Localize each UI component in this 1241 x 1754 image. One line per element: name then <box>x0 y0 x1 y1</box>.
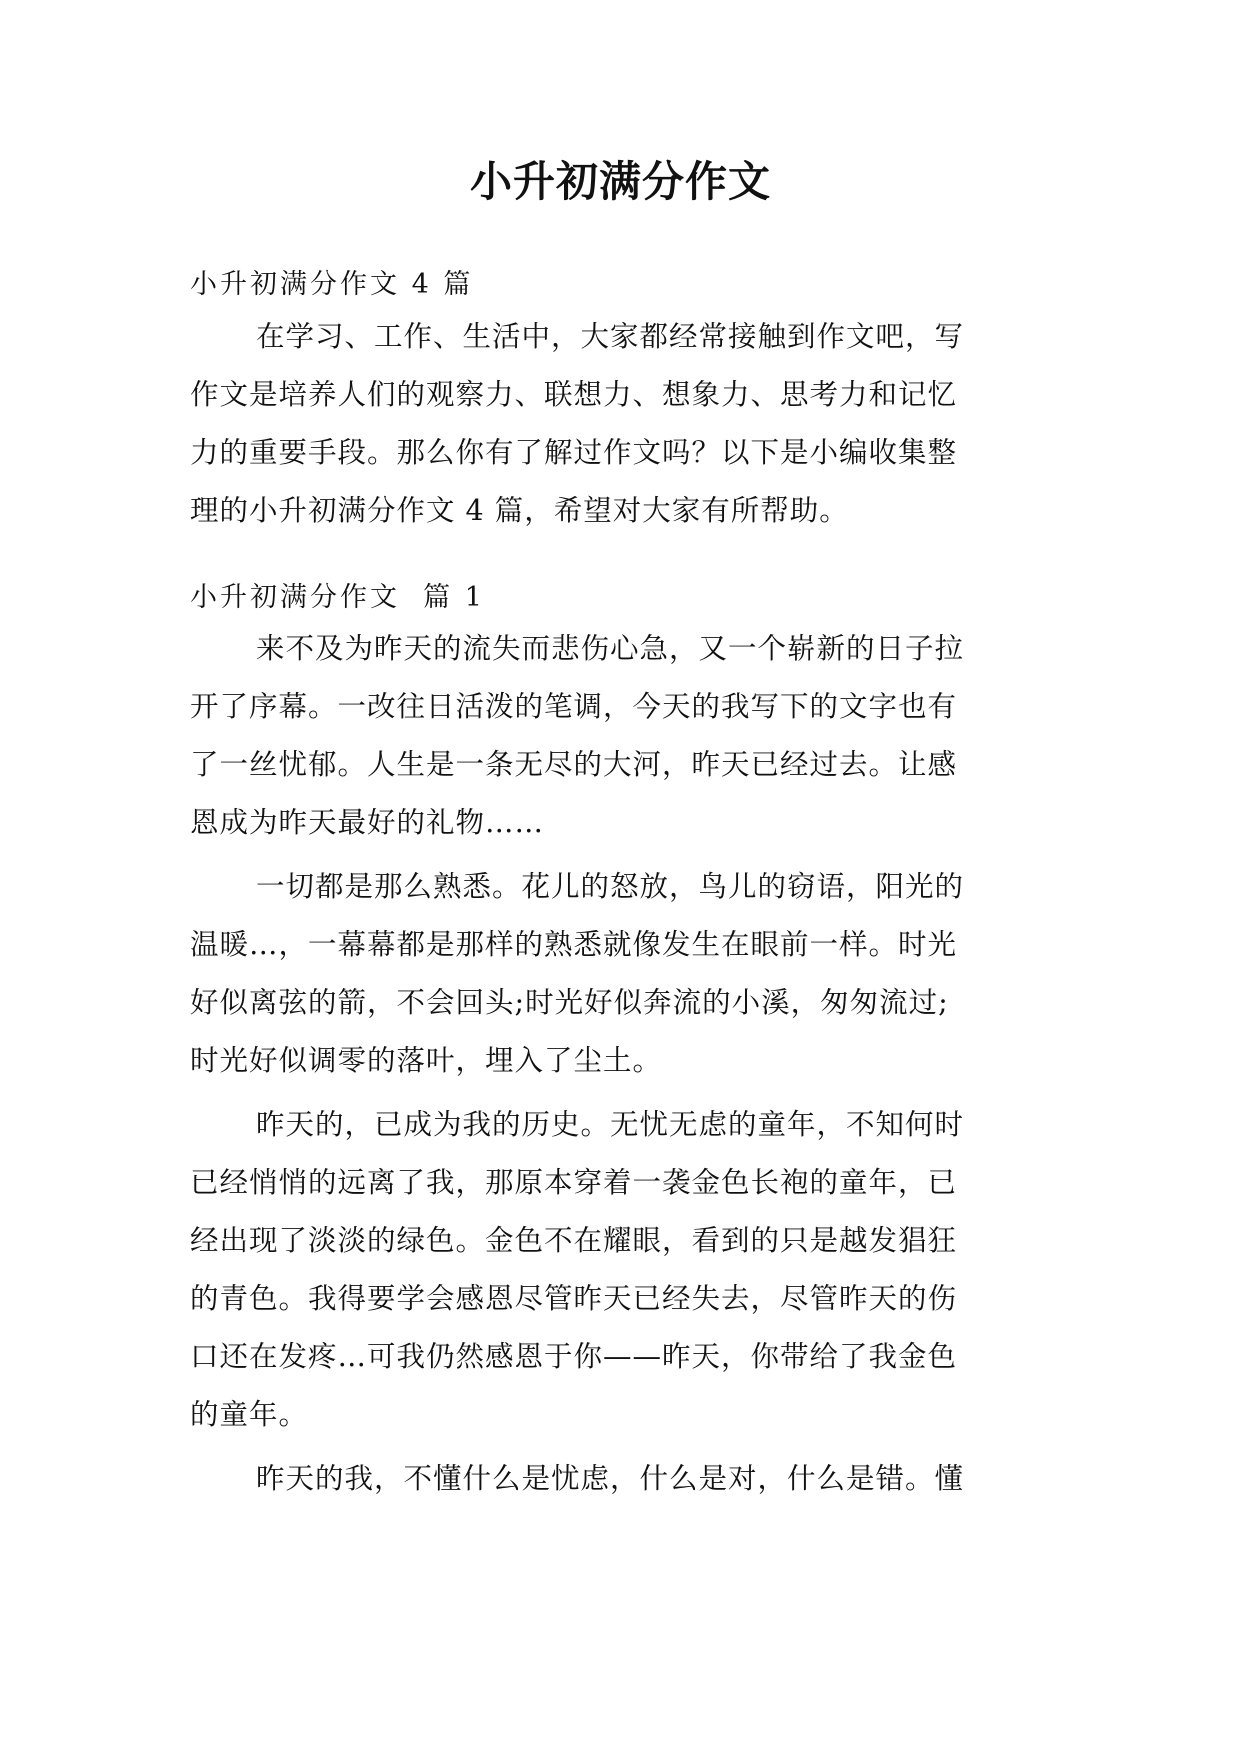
intro-heading: 小升初满分作文 4 篇 <box>190 269 474 300</box>
paragraph-line: 口还在发疼…可我仍然感恩于你——昨天，你带给了我金色 <box>190 1340 958 1373</box>
paragraph-line: 时光好似调零的落叶，埋入了尘土。 <box>190 1044 663 1077</box>
paragraph-line: 了一丝忧郁。人生是一条无尽的大河，昨天已经过去。让感 <box>190 748 958 781</box>
paragraph <box>190 1450 1052 1508</box>
paragraph-line: 一切都是那么熟悉。花儿的怒放，鸟儿的窃语，阳光的 <box>256 870 965 903</box>
paragraph-line: 经出现了淡淡的绿色。金色不在耀眼，看到的只是越发猖狂 <box>190 1224 958 1257</box>
paragraph-line: 恩成为昨天最好的礼物…… <box>190 806 545 839</box>
paragraph-line: 来不及为昨天的流失而悲伤心急，又一个崭新的日子拉 <box>256 632 965 665</box>
paragraph-line: 的童年。 <box>190 1398 309 1431</box>
paragraph-line: 昨天的，已成为我的历史。无忧无虑的童年，不知何时 <box>256 1108 965 1141</box>
intro-line: 在学习、工作、生活中，大家都经常接触到作文吧，写 <box>256 320 965 353</box>
paragraph-line: 已经悄悄的远离了我，那原本穿着一袭金色长袍的童年，已 <box>190 1166 958 1199</box>
paragraph-line: 的青色。我得要学会感恩尽管昨天已经失去，尽管昨天的伤 <box>190 1282 958 1315</box>
paragraph <box>190 1096 1052 1444</box>
document-title: 小升初满分作文 <box>469 157 771 206</box>
intro-line: 力的重要手段。那么你有了解过作文吗？以下是小编收集整 <box>190 436 958 469</box>
section-body <box>190 620 1052 1508</box>
paragraph <box>190 858 1052 1090</box>
paragraph-line: 昨天的我，不懂什么是忧虑，什么是对，什么是错。懂 <box>256 1462 965 1495</box>
intro-paragraph <box>190 308 1052 540</box>
section-heading: 小升初满分作文 篇 1 <box>190 582 485 613</box>
paragraph-line: 温暖…，一幕幕都是那样的熟悉就像发生在眼前一样。时光 <box>190 928 958 961</box>
paragraph-line: 好似离弦的箭，不会回头;时光好似奔流的小溪，匆匆流过; <box>190 986 949 1019</box>
paragraph <box>190 620 1052 852</box>
paragraph-line: 开了序幕。一改往日活泼的笔调，今天的我写下的文字也有 <box>190 690 958 723</box>
intro-line: 理的小升初满分作文 4 篇，希望对大家有所帮助。 <box>190 494 849 527</box>
intro-line: 作文是培养人们的观察力、联想力、想象力、思考力和记忆 <box>190 378 958 411</box>
